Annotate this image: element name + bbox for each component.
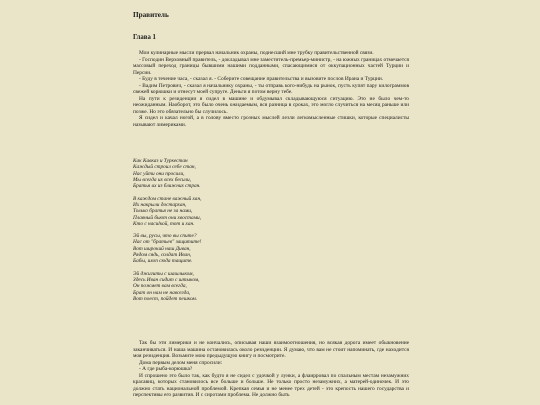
poem-line: Нас от "братьев" защитите! [133, 239, 202, 246]
book-title: Правитель [133, 11, 169, 19]
poem-line: Каждый строил себе стан, [133, 164, 196, 171]
poem-line: Их накрыли достархан, [133, 201, 187, 208]
paragraph: - Буду в течение часа, - сказал я. - Соберите совещание правительства и вызовите послов Ирана и Турции. [139, 76, 384, 82]
paragraph: И спрошено это было так, как будто я не сидел с удочкой у лунки, а флаирровал по спальным местам незамужних красавиц, которых становилось все больше и больше. Не только просто незамужних, а матерей-одиночек. И это должно стать национальной проблемой. Крепкая семья и не менее трех детей - это крепость нашего государства и перспективы его развития. И с сиротами проблема. Не должно быть [133, 372, 409, 398]
poem-line: Эй джигиты с шашлыком, [133, 270, 194, 277]
limerick-poem [133, 158, 333, 308]
intro-text [133, 50, 409, 128]
poem-line: Только братья не за нами, [133, 208, 193, 215]
paragraph: Дома первым делом меня спросили: [139, 359, 223, 366]
poem-stanza [133, 271, 333, 303]
closing-text [133, 340, 409, 399]
poem-line: Плавный бьют они хвостами, [133, 214, 202, 221]
poem-line: Кто с насиlкой, тот и хан. [133, 220, 195, 227]
paragraph: Мои кулинарные мысли прервал начальник охраны, поднесший мне трубку правительственной связи. [139, 50, 374, 56]
paragraph: Я сидел и качал ногой, а в голову вместо грозных мыслей лезли легкомысленные стишки, которые специалисты называют лимериками. [133, 115, 409, 128]
paragraph: - А где рыба-корюшка? [139, 366, 193, 372]
poem-stanza [133, 233, 333, 265]
poem-line: Мы всегда их всех бесили, [133, 177, 191, 184]
paragraph: На пути к резиденции я сидел в машине и обдумывал складывающуюся ситуацию. Это не было чем-то неожиданным. Наоборот, это было очень ожидаемым, вся разница в сроках, это могло случиться на месяц раньше или позже. Но это обязательно бы случилось. [133, 95, 409, 115]
paragraph: - Вадим Петрович, - сказал я начальнику охраны, - ты отправь кого-нибудь на рынок, пусть купят пару килограммов свежей корюшки и отнесут моей супруге. Деньги я потом верну тебе. [133, 82, 409, 95]
poem-line: Брат он нам не навсегда, [133, 289, 191, 296]
poem-line: Вот широкий наш Диван, [133, 245, 191, 252]
poem-line: Братья их из ближних стран. [133, 183, 201, 190]
poem-line: Бабы, ихоn сюда тащите. [133, 258, 193, 265]
poem-stanza [133, 158, 333, 190]
poem-stanza [133, 196, 333, 228]
paragraph: - Господин Верховный правитель, - докладывал мне заместитель-премьер-министр, - на южных границах отмечается массовый переход границы бывшими нашими подданными, спасающимися от оккупационных частей Турции и Персии. [133, 56, 409, 76]
poem-line: Рядом сядь, солдат Иван, [133, 252, 192, 259]
poem-line: Он пожмет вам всегда, [133, 283, 187, 290]
paragraph: Так бы эти лимерики и не кончались, описывая наши взаимоотношения, но всякая дорога имеет обыкновение заканчиваться. И наша машина остановилась около резиденции. Я думаю, что вам не стоит напоминать, где находится моя резиденция. Возьмите мою предыдущую книгу и посмотрите. [133, 340, 409, 359]
poem-line: В каждом стане важный хан, [133, 195, 202, 202]
poem-line: Эй вы, русы, что вы спите? [133, 233, 197, 240]
poem-line: Как Кавказ и Туркестан [133, 158, 188, 164]
poem-line: Здесь Иван сидит с штыком, [133, 276, 200, 283]
poem-line: Вот поест, пойдет пешком. [133, 295, 198, 302]
poem-line: Нас уйти они просили, [133, 170, 185, 177]
chapter-title: Глава 1 [133, 34, 156, 41]
